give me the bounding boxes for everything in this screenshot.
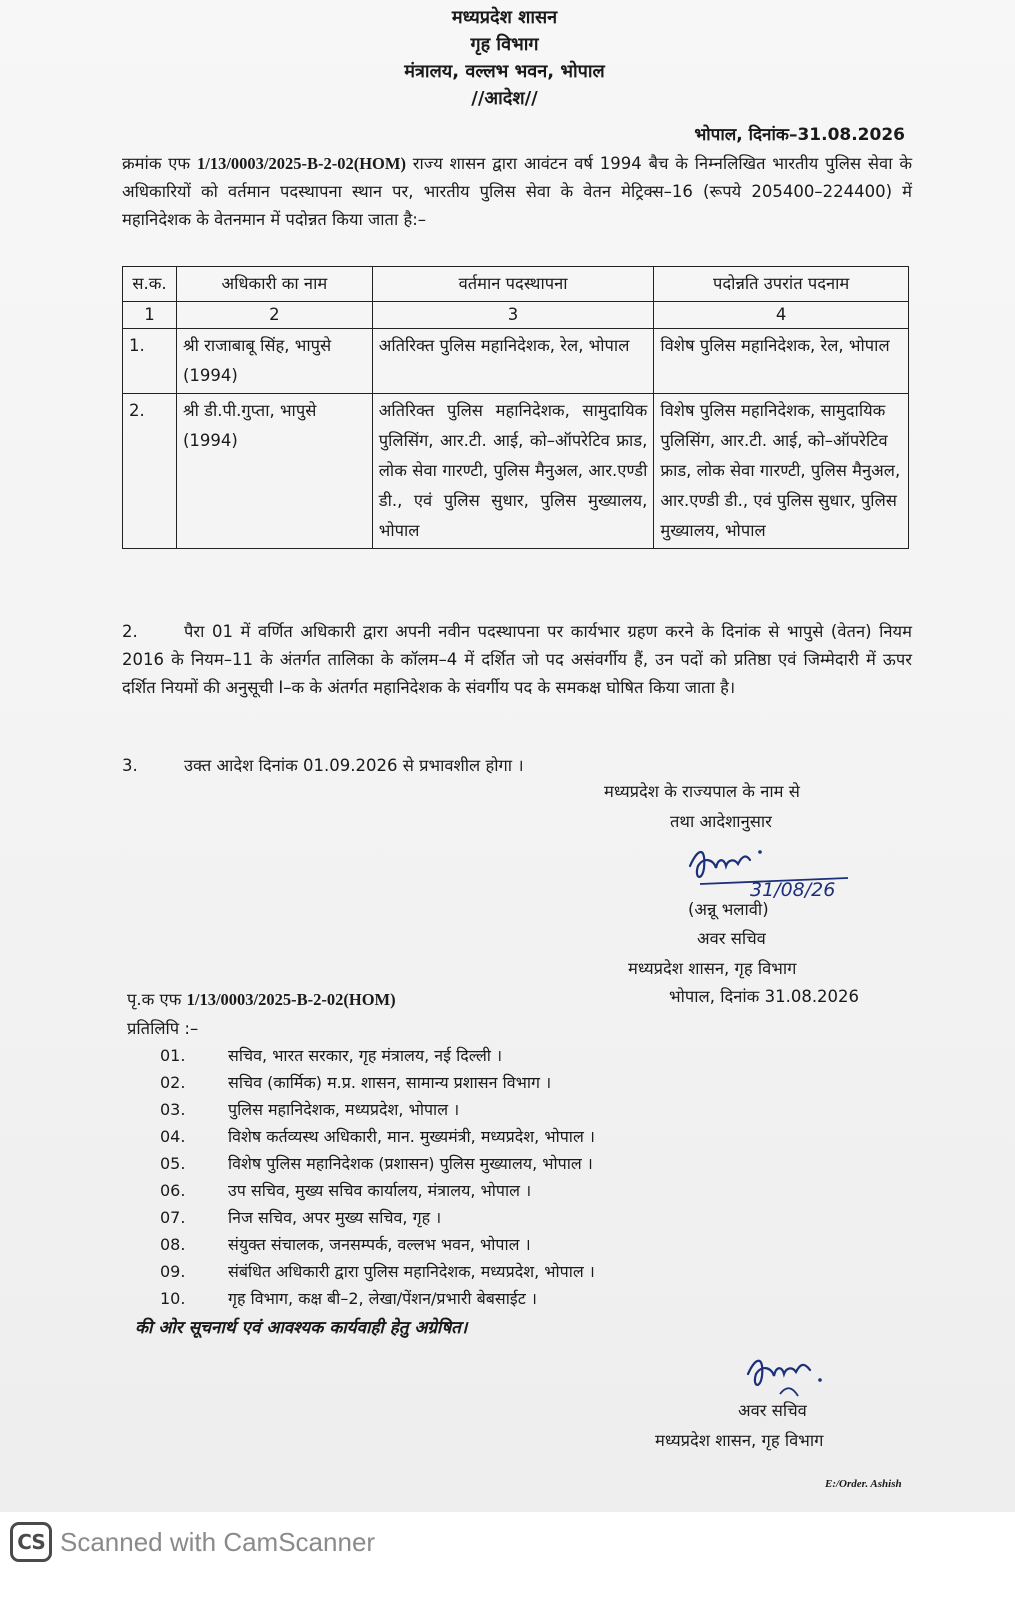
list-item xyxy=(160,1150,595,1177)
list-item xyxy=(160,1123,595,1150)
signatory-department: मध्यप्रदेश शासन, गृह विभाग xyxy=(628,959,797,978)
cell-promoted-designation: विशेष पुलिस महानिदेशक, रेल, भोपाल xyxy=(654,329,909,394)
file-path-tag: E:/Order. Ashish xyxy=(825,1478,902,1490)
cell-promoted-designation: विशेष पुलिस महानिदेशक, सामुदायिक पुलिसिंग, आर.टी. आई, को–ऑपरेटिव फ्राड, लोक सेवा गारण्टी, पुलिस मैनुअल, आर.एण्डी डी., एवं पुलिस सुधार, पुलिस मुख्यालय, भोपाल xyxy=(654,394,909,549)
list-item-number: 03. xyxy=(160,1100,186,1119)
list-item-number: 06. xyxy=(160,1181,186,1200)
order-number-prefix: क्रमांक एफ xyxy=(122,154,191,173)
camscanner-logo-icon: CS xyxy=(10,1522,52,1562)
paragraph-3 xyxy=(122,752,912,780)
list-item-text: सचिव, भारत सरकार, गृह मंत्रालय, नई दिल्ली । xyxy=(228,1046,503,1065)
paragraph-3-number: 3. xyxy=(122,756,138,775)
list-item-text: विशेष कर्तव्यस्थ अधिकारी, मान. मुख्यमंत्री, मध्यप्रदेश, भोपाल । xyxy=(228,1127,595,1146)
signatory-2-department: मध्यप्रदेश शासन, गृह विभाग xyxy=(655,1431,824,1450)
header-order-title: //आदेश// xyxy=(471,88,538,109)
closing-line: की ओर सूचनार्थ एवं आवश्यक कार्यवाही हेतु अग्रेषित। xyxy=(135,1318,468,1338)
table-column-number-row xyxy=(123,302,909,329)
cell-officer-name: श्री राजाबाबू सिंह, भापुसे (1994) xyxy=(176,329,372,394)
cell-officer-name: श्री डी.पी.गुप्ता, भापुसे (1994) xyxy=(176,394,372,549)
column-number: 4 xyxy=(654,302,909,329)
list-item xyxy=(160,1177,595,1204)
header-department: गृह विभाग xyxy=(470,34,539,55)
list-item-text: गृह विभाग, कक्ष बी–2, लेखा/पेंशन/प्रभारी बेबसाईट । xyxy=(228,1289,537,1308)
paragraph-2 xyxy=(122,618,912,702)
table-row xyxy=(123,329,909,394)
endorsement-date: भोपाल, दिनांक 31.08.2026 xyxy=(669,987,860,1006)
cell-current-posting: अतिरिक्त पुलिस महानिदेशक, रेल, भोपाल xyxy=(372,329,654,394)
copy-list xyxy=(160,1042,595,1312)
signatory-2-title: अवर सचिव xyxy=(738,1401,807,1420)
list-item-number: 07. xyxy=(160,1208,186,1227)
list-item xyxy=(160,1285,595,1312)
list-item-number: 09. xyxy=(160,1262,186,1281)
endorsement-reference xyxy=(127,987,396,1010)
endorsement-reference-number: 1/13/0003/2025-B-2-02(HOM) xyxy=(186,990,396,1009)
signature-date: 31/08/26 xyxy=(750,879,836,901)
camscanner-watermark-text: Scanned with CamScanner xyxy=(60,1527,376,1557)
list-item xyxy=(160,1231,595,1258)
list-item-number: 04. xyxy=(160,1127,186,1146)
table-row xyxy=(123,394,909,549)
list-item-number: 10. xyxy=(160,1289,186,1308)
paragraph-2-text: पैरा 01 में वर्णित अधिकारी द्वारा अपनी नवीन पदस्थापना पर कार्यभार ग्रहण करने के दिनांक से भापुसे (वेतन) नियम 2016 के नियम–11 के अंतर्गत तालिका के कॉलम–4 में दर्शित जो पद असंवर्गीय हैं, उन पदों को प्रतिष्ठा एवं जिम्मेदारी में ऊपर दर्शित नियमों की अनुसूची I–क के अंतर्गत महानिदेशक के संवर्गीय पद के समकक्ष घोषित किया जाता है। xyxy=(122,622,912,697)
header-sno: स.क. xyxy=(123,267,177,302)
list-item xyxy=(160,1258,595,1285)
list-item-text: उप सचिव, मुख्य सचिव कार्यालय, मंत्रालय, भोपाल । xyxy=(228,1181,532,1200)
order-date: भोपाल, दिनांक–31.08.2026 xyxy=(694,125,905,145)
paragraph-1 xyxy=(122,150,912,234)
list-item-text: निज सचिव, अपर मुख्य सचिव, गृह । xyxy=(228,1208,442,1227)
table-header-row xyxy=(123,267,909,302)
header-government: मध्यप्रदेश शासन xyxy=(451,7,558,28)
list-item-text: विशेष पुलिस महानिदेशक (प्रशासन) पुलिस मुख्यालय, भोपाल । xyxy=(228,1154,593,1173)
list-item xyxy=(160,1204,595,1231)
list-item-text: सचिव (कार्मिक) म.प्र. शासन, सामान्य प्रशासन विभाग । xyxy=(228,1073,552,1092)
list-item xyxy=(160,1069,595,1096)
list-item-text: संबंधित अधिकारी द्वारा पुलिस महानिदेशक, मध्यप्रदेश, भोपाल । xyxy=(228,1262,595,1281)
signatory-name: (अन्नू भलावी) xyxy=(688,900,769,919)
list-item xyxy=(160,1042,595,1069)
copy-to-label: प्रतिलिपि :– xyxy=(127,1019,199,1038)
order-reference-number: 1/13/0003/2025-B-2-02(HOM) xyxy=(196,154,406,173)
paragraph-2-number: 2. xyxy=(122,622,138,641)
signature-authority-line2: तथा आदेशानुसार xyxy=(670,812,772,831)
promotion-table xyxy=(122,266,909,549)
endorsement-prefix: पृ.क एफ xyxy=(127,990,182,1009)
header-address: मंत्रालय, वल्लभ भवन, भोपाल xyxy=(404,61,605,82)
column-number: 2 xyxy=(176,302,372,329)
cell-current-posting: अतिरिक्त पुलिस महानिदेशक, सामुदायिक पुलिसिंग, आर.टी. आई, को–ऑपरेटिव फ्राड, लोक सेवा गारण्टी, पुलिस मैनुअल, आर.एण्डी डी., एवं पुलिस सुधार, पुलिस मुख्यालय, भोपाल xyxy=(372,394,654,549)
list-item-number: 01. xyxy=(160,1046,186,1065)
header-current-posting: वर्तमान पदस्थापना xyxy=(372,267,654,302)
cell-sno: 1. xyxy=(123,329,177,394)
list-item-number: 08. xyxy=(160,1235,186,1254)
paragraph-3-text: उक्त आदेश दिनांक 01.09.2026 से प्रभावशील होगा । xyxy=(184,756,524,775)
list-item-number: 02. xyxy=(160,1073,186,1092)
header-promoted-designation: पदोन्नति उपरांत पदनाम xyxy=(654,267,909,302)
document-header xyxy=(0,4,1015,112)
list-item-text: संयुक्त संचालक, जनसम्पर्क, वल्लभ भवन, भोपाल । xyxy=(228,1235,531,1254)
list-item-number: 05. xyxy=(160,1154,186,1173)
cell-sno: 2. xyxy=(123,394,177,549)
signature-authority-line1: मध्यप्रदेश के राज्यपाल के नाम से xyxy=(604,782,800,801)
list-item-text: पुलिस महानिदेशक, मध्यप्रदेश, भोपाल । xyxy=(228,1100,460,1119)
scanner-watermark-bar xyxy=(0,1512,1015,1600)
paragraph-1-text: राज्य शासन द्वारा आवंटन वर्ष 1994 बैच के निम्नलिखित भारतीय पुलिस सेवा के अधिकारियों को वर्तमान पदस्थापना स्थान पर, भारतीय पुलिस सेवा के वेतन मेट्रिक्स–16 (रूपये 205400–224400) में महानिदेशक के वेतनमान में पदोन्नत किया जाता है:– xyxy=(122,154,912,229)
signatory-title: अवर सचिव xyxy=(697,929,766,948)
column-number: 1 xyxy=(123,302,177,329)
header-officer-name: अधिकारी का नाम xyxy=(176,267,372,302)
column-number: 3 xyxy=(372,302,654,329)
list-item xyxy=(160,1096,595,1123)
